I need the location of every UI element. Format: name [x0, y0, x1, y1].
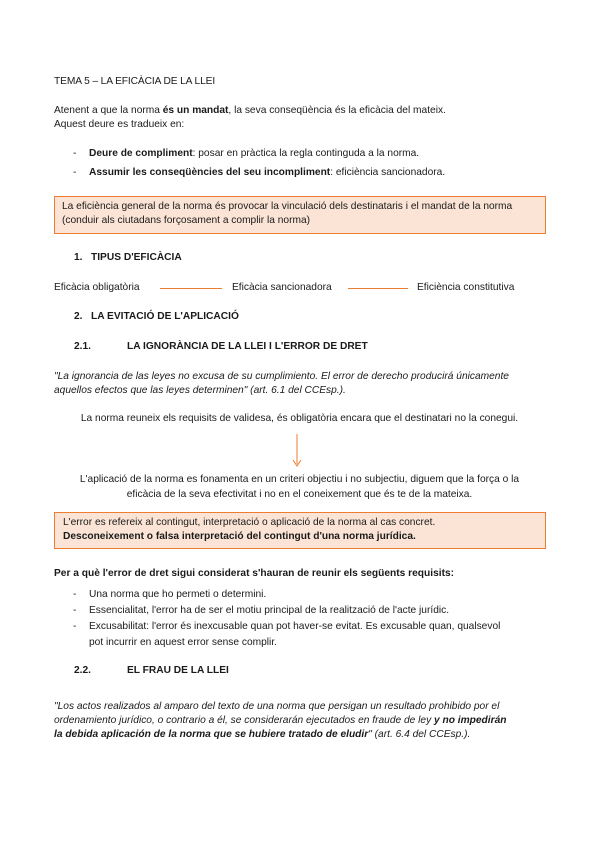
- efficacy-type-1: Eficàcia obligatòria: [54, 282, 140, 293]
- list-item: - Excusabilitat: l'error és inexcusable quan pot haver-se evitat. Es excusable quan, qualsevol pot incurrir en aquest error sense complir.: [73, 621, 501, 648]
- list-item: - Deure de compliment: posar en pràctica la regla continguda a la norma.: [73, 148, 420, 159]
- efficacy-type-3: Eficiència constitutiva: [417, 282, 515, 293]
- connector-line: [160, 288, 222, 289]
- requirements-list: [54, 587, 554, 651]
- section-heading-2-1: 2.1. LA IGNORÀNCIA DE LA LLEI I L'ERROR DE DRET: [74, 341, 368, 352]
- down-arrow-icon: [292, 434, 302, 468]
- requirements-intro: Per a què l'error de dret sigui considerat s'hauran de reunir els següents requisits:: [54, 568, 455, 579]
- intro-line-1: Atenent a que la norma és un mandat, la seva conseqüència és la eficàcia del mateix.: [54, 105, 446, 116]
- connector-line: [348, 288, 408, 289]
- duty-list: [54, 146, 445, 181]
- section-heading-2-2: 2.2. EL FRAU DE LA LLEI: [74, 665, 229, 676]
- quote-article-6-4: "Los actos realizados al amparo del texto de una norma que persigan un resultado prohibido por el ordenamiento jurídico, o contrario a él, se considerarán ejecutados en fraude de ley y no impedirán la debida aplicación de la norma que se hubiere tratado de eludir" (art. 6.4 del CCEsp.).: [54, 701, 507, 740]
- objective-criterion-paragraph: L'aplicació de la norma es fonamenta en un criteri objectiu i no subjectiu, diguem que la força o la eficàcia de la seva efectivitat i no en el coneixement que és te de la mateixa.: [79, 474, 520, 500]
- intro-line-2: Aquest deure es tradueix en:: [54, 119, 185, 130]
- highlight-box-efficiency: La eficiència general de la norma és provocar la vinculació dels destinataris i el mandat de la norma (conduir als ciutadans forçosament a complir la norma): [54, 196, 546, 234]
- highlight-box-error: L'error es refereix al contingut, interpretació o aplicació de la norma al cas concret. Desconeixement o falsa interpretació del contingut d'una norma jurídica.: [54, 512, 546, 549]
- page-title: TEMA 5 – LA EFICÀCIA DE LA LLEI: [54, 76, 216, 87]
- intro-paragraph: [54, 104, 446, 132]
- list-item: - Essencialitat, l'error ha de ser el motiu principal de la realització de l'acte jurídic.: [73, 605, 450, 616]
- section-heading-2: 2. LA EVITACIÓ DE L'APLICACIÓ: [74, 311, 239, 322]
- quote-article-6-1: "La ignorancia de las leyes no excusa de su cumplimiento. El error de derecho producirá únicamente aquellos efectos que las leyes determinen" (art. 6.1 del CCEsp.).: [54, 371, 509, 396]
- list-item: - Assumir les conseqüències del seu incompliment: eficiència sancionadora.: [73, 167, 446, 178]
- section-heading-1: 1. TIPUS D'EFICÀCIA: [74, 252, 182, 263]
- efficacy-type-2: Eficàcia sancionadora: [232, 282, 332, 293]
- list-item: - Una norma que ho permeti o determini.: [73, 589, 267, 600]
- validity-statement: La norma reuneix els requisits de validesa, és obligatòria encara que el destinatari no la conegui.: [80, 413, 519, 424]
